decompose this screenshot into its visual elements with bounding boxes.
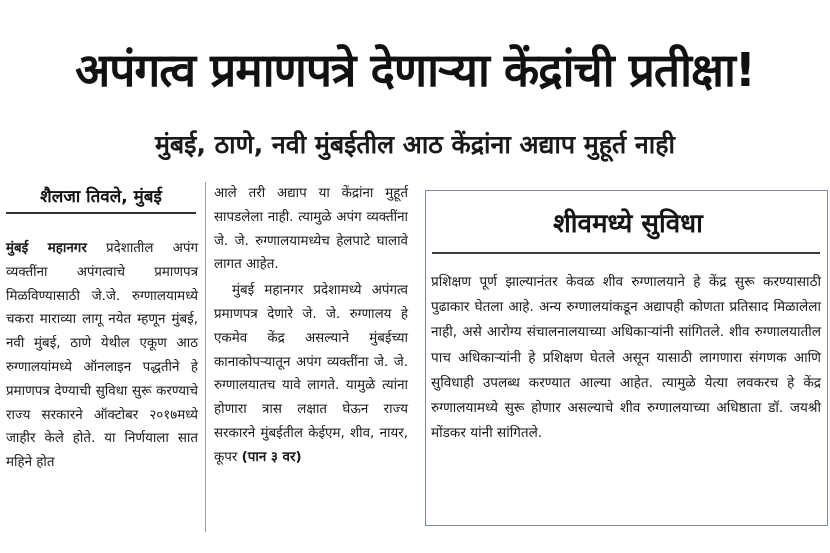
- sidebar-box-title: शीवमध्ये सुविधा: [553, 209, 703, 239]
- headline: अपंगत्व प्रमाणपत्रे देणाऱ्या केंद्रांची प्रतीक्षा!: [75, 43, 755, 97]
- column-2-paragraph-1: आले तरी अद्याप या केंद्रांना मुहूर्त सापडलेला नाही. त्यामुळे अपंग व्यक्तींना जे. जे. रुग्णालयामध्येच हेलपाटे घालावे लागत आहेत.: [214, 186, 408, 273]
- column-divider: [205, 182, 206, 532]
- column-1-text: प्रदेशातील अपंग व्यक्तींना अपंगत्वाचे प्रमाणपत्र मिळविण्यासाठी जे.जे. रुग्णालयामध्ये चकरा माराव्या लागू नयेत म्हणून मुंबई, नवी मुंबई, ठाणे येथील एकूण आठ रुग्णालयांमध्ये ऑनलाइन पद्धतीने हे प्रमाणपत्र देण्याची सुविधा सुरू करण्याचे राज्य सरकारने ऑक्टोबर २०१७मध्ये जाहीर केले होते. या निर्णयाला सात महिने होत: [6, 241, 198, 471]
- lead-strong-text: मुंबई महानगर: [6, 241, 87, 256]
- continued-marker: (पान ३ वर): [241, 449, 302, 465]
- sidebar-box-title-divider: [432, 252, 820, 254]
- byline: शैलजा तिवले, मुंबई: [40, 187, 162, 207]
- sidebar-box-text: [431, 270, 821, 446]
- article-column-1: [6, 237, 198, 475]
- article-column-2: [214, 182, 408, 470]
- column-1-paragraph: [6, 237, 198, 475]
- byline-divider: [6, 212, 196, 214]
- column-2-paragraph-2: [214, 279, 408, 469]
- sidebar-box-paragraph: प्रशिक्षण पूर्ण झाल्यानंतर केवळ शीव रुग्णालयाने हे केंद्र सुरू करण्यासाठी पुढाकार घेतला आहे. अन्य रुग्णालयांकडून अद्यापही कोणता प्रतिसाद मिळालेला नाही, असे आरोग्य संचालनालयाच्या अधिकाऱ्यांनी सांगितले. शीव रुग्णालयातील पाच अधिकाऱ्यांनी हे प्रशिक्षण घेतले असून यासाठी लागणारा संगणक आणि सुविधाही उपलब्ध करण्यात आल्या आहेत. त्यामुळे येत्या लवकरच हे केंद्र रुग्णालयामध्ये सुरू होणार असल्याचे शीव रुग्णालयाच्या अधिष्ठाता डॉ. जयश्री मोंडकर यांनी सांगितले.: [431, 274, 821, 442]
- column-2-text: मुंबई महानगर प्रदेशामध्ये अपंगत्व प्रमाणपत्र देणारे जे. जे. रुग्णालय हे एकमेव केंद्र असल्याने मुंबईच्या कानाकोपऱ्यातून अपंग व्यक्तींना जे. जे. रुग्णालयातच यावे लागते. यामुळे त्यांना होणारा त्रास लक्षात घेऊन राज्य सरकारने मुंबईतील केईएम, शीव, नायर, कूपर: [214, 283, 408, 465]
- subheadline: मुंबई, ठाणे, नवी मुंबईतील आठ केंद्रांना अद्याप मुहूर्त नाही: [154, 130, 676, 159]
